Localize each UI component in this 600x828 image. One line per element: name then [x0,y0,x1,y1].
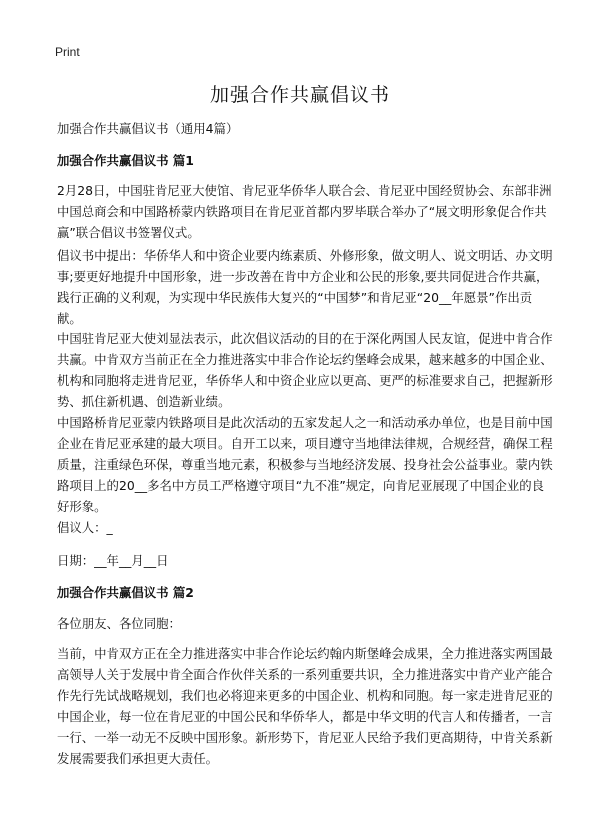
section-2-paragraph: 当前，中肯双方正在全力推进落实中非合作论坛约翰内斯堡峰会成果，全力推进落实两国最高领导人关于发展中肯全面合作伙伴关系的一系列重要共识，全力推进落实中肯产业产能合作先行先试战略规划，我们也必将迎来更多的中国企业、机构和同胞。每一家走进肯尼亚的中国企业，每一位在肯尼亚的中国公民和华侨华人，都是中华文明的代言人和传播者，一言一行、一举一动无不反映中国形象。新形势下，肯尼亚人民给予我们更高期待，中肯关系新发展需要我们承担更大责任。 [57,646,553,766]
section-2-heading: 加强合作共赢倡议书 篇2 [57,585,194,600]
section-1-date: 日期：__年__月__日 [57,553,169,568]
section-2-greeting: 各位朋友、各位同胞： [57,616,181,631]
document-subtitle: 加强合作共赢倡议书（通用4篇） [57,121,239,136]
print-link[interactable]: Print [55,45,80,59]
section-1-paragraph: 中国驻肯尼亚大使刘显法表示，此次倡议活动的目的在于深化两国人民友谊，促进中肯合作共赢。中肯双方当前正在全力推进落实中非合作论坛约堡峰会成果，越来越多的中国企业、机构和同胞将走进肯尼亚，华侨华人和中资企业应以更高、更严的标准要求自己，把握新形势、抓住新机遇、创造新业绩。 [57,331,553,409]
page-title: 加强合作共赢倡议书 [209,84,390,106]
section-1-paragraph: 2月28日，中国驻肯尼亚大使馆、肯尼亚华侨华人联合会、肯尼亚中国经贸协会、东部非洲中国总商会和中国路桥蒙内铁路项目在肯尼亚首都内罗毕联合举办了“展文明形象促合作共赢”联合倡议书签署仪式。 [57,183,552,240]
section-1-paragraph: 倡议书中提出：华侨华人和中资企业要内练素质、外修形象，做文明人、说文明话、办文明事;要更好地提升中国形象，进一步改善在肯中方企业和公民的形象,要共同促进合作共赢，践行正确的义利观，为实现中华民族伟大复兴的“中国梦”和肯尼亚“20__年愿景”作出贡献。 [57,248,553,326]
section-1-signer: 倡议人：_ [57,520,113,535]
section-1-paragraph: 中国路桥肯尼亚蒙内铁路项目是此次活动的五家发起人之一和活动承办单位，也是目前中国企业在肯尼亚承建的最大项目。自开工以来，项目遵守当地律法律规，合规经营，确保工程质量，注重绿色环保，尊重当地元素，积极参与当地经济发展、投身社会公益事业。蒙内铁路项目上的20__多名中方员工严格遵守项目“九不准”规定，向肯尼亚展现了中国企业的良好形象。 [57,415,553,514]
section-1-heading: 加强合作共赢倡议书 篇1 [57,153,194,168]
